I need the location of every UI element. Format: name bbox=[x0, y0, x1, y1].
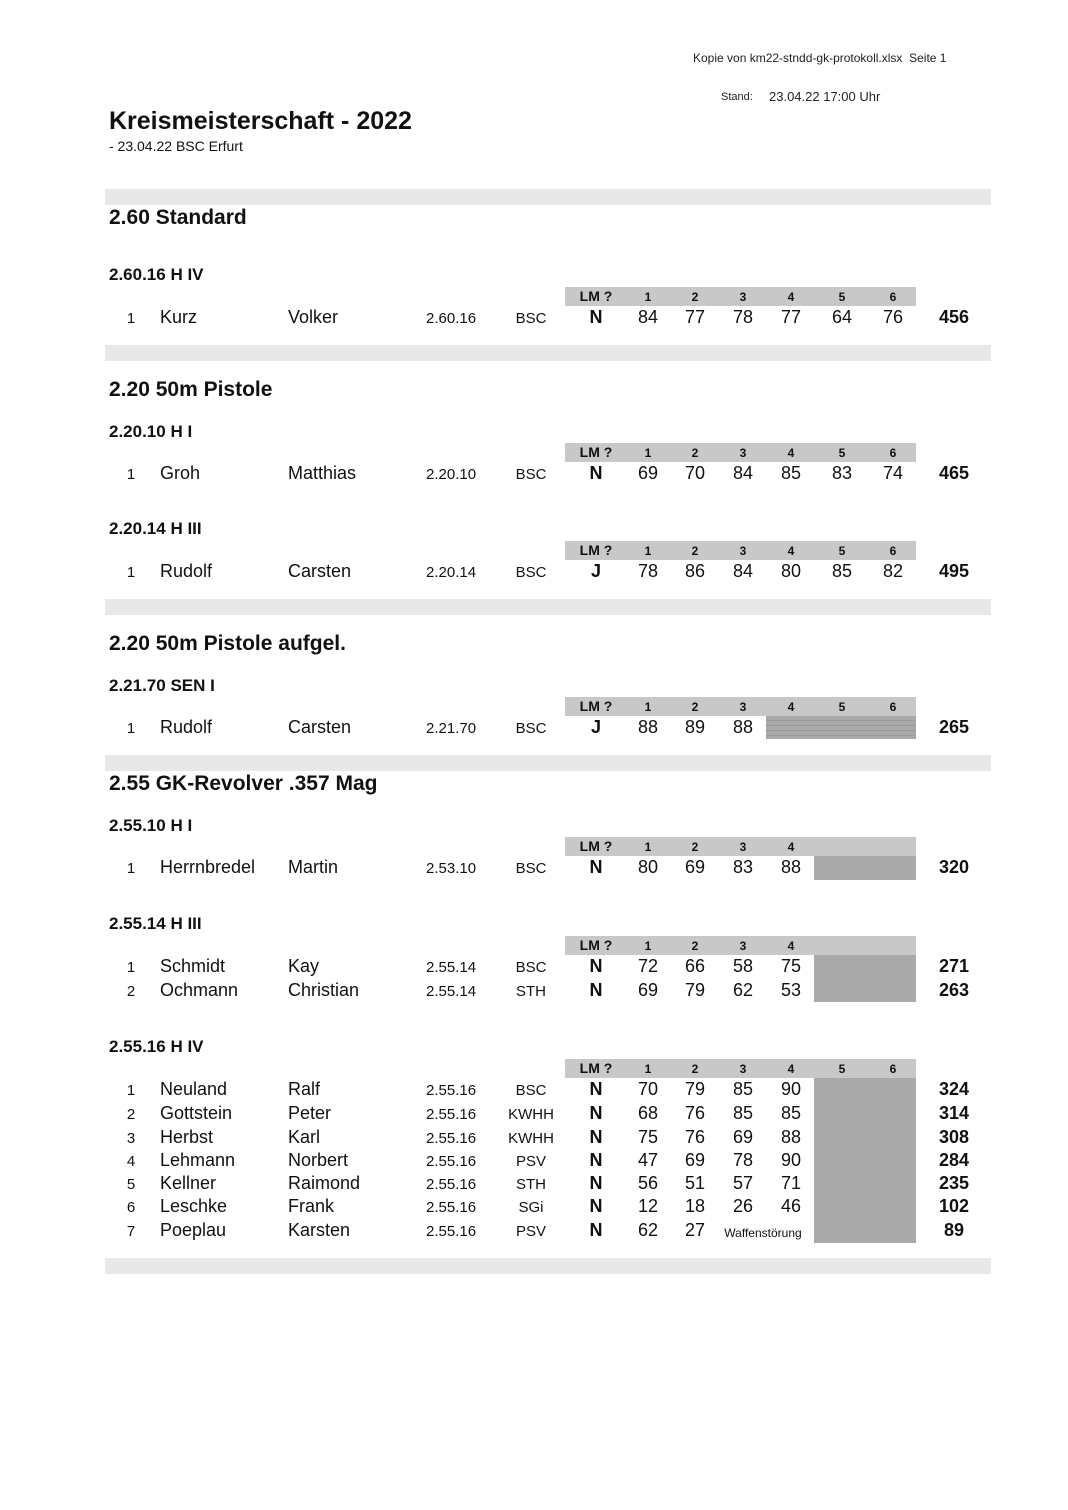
first-name-cell: Frank bbox=[288, 1196, 335, 1216]
page-number: Seite 1 bbox=[909, 51, 947, 65]
file-name bbox=[693, 51, 946, 65]
series-score-cell: 68 bbox=[637, 1103, 659, 1123]
lm-column-header: LM ? bbox=[579, 542, 613, 558]
series-score-cell: 56 bbox=[637, 1173, 659, 1193]
series-column-header: 6 bbox=[889, 1062, 897, 1076]
series-column-header: 2 bbox=[691, 446, 699, 460]
rank-cell: 1 bbox=[126, 1082, 136, 1099]
first-name-cell: Karsten bbox=[288, 1220, 351, 1240]
series-column-header: 4 bbox=[787, 290, 795, 304]
series-column-header: 6 bbox=[889, 290, 897, 304]
class-code-cell: 2.20.14 bbox=[426, 564, 477, 581]
series-score-cell: 70 bbox=[684, 463, 706, 483]
series-column-header: 1 bbox=[644, 700, 652, 714]
series-score-cell: 85 bbox=[780, 1103, 802, 1123]
last-name-cell: Herbst bbox=[160, 1127, 214, 1147]
series-score-cell: 74 bbox=[882, 463, 904, 483]
series-column-header: 5 bbox=[838, 1062, 846, 1076]
series-score-cell: 88 bbox=[637, 717, 659, 737]
rank-cell: 1 bbox=[126, 720, 136, 737]
series-column-header: 4 bbox=[787, 446, 795, 460]
series-score-cell: 83 bbox=[831, 463, 853, 483]
total-cell: 465 bbox=[938, 463, 970, 483]
first-name-cell: Kay bbox=[288, 956, 320, 976]
series-score-cell: 85 bbox=[732, 1103, 754, 1123]
series-score-cell: 84 bbox=[637, 307, 659, 327]
empty-series-block bbox=[814, 856, 916, 880]
club-cell: STH bbox=[516, 1176, 546, 1193]
series-column-header: 3 bbox=[739, 446, 747, 460]
series-score-cell: 76 bbox=[684, 1103, 706, 1123]
club-cell: BSC bbox=[515, 860, 547, 877]
lm-column-header: LM ? bbox=[579, 288, 613, 304]
lm-cell: N bbox=[589, 1127, 603, 1147]
lm-column-header: LM ? bbox=[579, 444, 613, 460]
series-score-cell: 90 bbox=[780, 1150, 802, 1170]
file-name-text: Kopie von km22-stndd-gk-protokoll.xlsx bbox=[693, 51, 903, 65]
lm-cell: N bbox=[589, 463, 603, 483]
lm-cell: N bbox=[589, 956, 603, 976]
last-name-cell: Groh bbox=[160, 463, 201, 483]
series-column-header: 6 bbox=[889, 446, 897, 460]
lm-cell: N bbox=[589, 1220, 603, 1240]
series-score-cell: 76 bbox=[882, 307, 904, 327]
total-cell: 284 bbox=[938, 1150, 970, 1170]
series-column-header: 3 bbox=[739, 700, 747, 714]
class-title: 2.55.16 H IV bbox=[109, 1037, 204, 1056]
club-cell: BSC bbox=[515, 720, 547, 737]
class-code-cell: 2.20.10 bbox=[426, 466, 477, 483]
class-title: 2.55.14 H III bbox=[109, 914, 202, 933]
class-code-cell: 2.55.16 bbox=[426, 1153, 477, 1170]
series-column-header: 6 bbox=[889, 700, 897, 714]
rank-cell: 1 bbox=[126, 310, 136, 327]
rank-cell: 1 bbox=[126, 466, 136, 483]
club-cell: KWHH bbox=[508, 1106, 554, 1123]
series-score-cell: 72 bbox=[637, 956, 659, 976]
club-cell: BSC bbox=[515, 310, 547, 327]
class-title: 2.55.10 H I bbox=[109, 816, 193, 835]
class-code-cell: 2.55.16 bbox=[426, 1106, 477, 1123]
series-score-cell: 69 bbox=[684, 857, 706, 877]
section-separator bbox=[105, 755, 991, 771]
series-score-cell: 58 bbox=[732, 956, 754, 976]
stand-label: Stand: bbox=[721, 91, 753, 103]
club-cell: PSV bbox=[515, 1153, 546, 1170]
series-column-header: 1 bbox=[644, 840, 652, 854]
series-column-header: 4 bbox=[787, 700, 795, 714]
series-score-cell: 90 bbox=[780, 1079, 802, 1099]
series-score-cell: 79 bbox=[684, 1079, 706, 1099]
class-title: 2.20.10 H I bbox=[109, 422, 193, 441]
club-cell: BSC bbox=[515, 959, 547, 976]
section-title: 2.55 GK-Revolver .357 Mag bbox=[109, 772, 378, 795]
lm-cell: J bbox=[590, 561, 601, 581]
lm-column-header: LM ? bbox=[579, 838, 613, 854]
class-code-cell: 2.55.14 bbox=[426, 959, 477, 976]
series-score-cell: 62 bbox=[637, 1220, 659, 1240]
series-score-cell: 75 bbox=[780, 956, 802, 976]
lm-cell: N bbox=[589, 307, 603, 327]
series-column-header: 2 bbox=[691, 290, 699, 304]
section-separator bbox=[105, 345, 991, 361]
total-cell: 89 bbox=[943, 1220, 965, 1240]
section-title: 2.20 50m Pistole bbox=[109, 378, 273, 401]
series-score-cell: 78 bbox=[732, 307, 754, 327]
series-column-header: 4 bbox=[787, 1062, 795, 1076]
series-column-header: 4 bbox=[787, 544, 795, 558]
club-cell: SGi bbox=[518, 1199, 544, 1216]
class-code-cell: 2.60.16 bbox=[426, 310, 477, 327]
series-score-cell: 89 bbox=[684, 717, 706, 737]
club-cell: KWHH bbox=[508, 1130, 554, 1147]
section-separator bbox=[105, 599, 991, 615]
series-score-cell: 88 bbox=[780, 857, 802, 877]
series-score-cell: 12 bbox=[637, 1196, 659, 1216]
rank-cell: 1 bbox=[126, 564, 136, 581]
series-score-cell: 77 bbox=[780, 307, 802, 327]
first-name-cell: Martin bbox=[288, 857, 339, 877]
series-score-cell: 69 bbox=[684, 1150, 706, 1170]
club-cell: STH bbox=[516, 983, 546, 1000]
total-cell: 495 bbox=[938, 561, 970, 581]
rank-cell: 5 bbox=[126, 1176, 136, 1193]
club-cell: BSC bbox=[515, 1082, 547, 1099]
total-cell: 263 bbox=[938, 980, 970, 1000]
section-title: 2.60 Standard bbox=[109, 206, 247, 229]
last-name-cell: Herrnbredel bbox=[160, 857, 256, 877]
first-name-cell: Karl bbox=[288, 1127, 321, 1147]
class-code-cell: 2.55.16 bbox=[426, 1199, 477, 1216]
first-name-cell: Peter bbox=[288, 1103, 332, 1123]
section-separator bbox=[105, 189, 991, 205]
series-score-cell: 86 bbox=[684, 561, 706, 581]
series-column-header: 6 bbox=[889, 544, 897, 558]
series-column-header: 1 bbox=[644, 446, 652, 460]
series-score-cell: 78 bbox=[732, 1150, 754, 1170]
lm-cell: N bbox=[589, 1150, 603, 1170]
series-score-cell: 82 bbox=[882, 561, 904, 581]
lm-cell: N bbox=[589, 857, 603, 877]
first-name-cell: Christian bbox=[288, 980, 360, 1000]
total-cell: 456 bbox=[938, 307, 970, 327]
series-column-header: 4 bbox=[787, 840, 795, 854]
total-cell: 308 bbox=[938, 1127, 970, 1147]
series-score-cell: 57 bbox=[732, 1173, 754, 1193]
class-code-cell: 2.55.16 bbox=[426, 1130, 477, 1147]
class-title: 2.21.70 SEN I bbox=[109, 676, 215, 695]
first-name-cell: Matthias bbox=[288, 463, 357, 483]
last-name-cell: Lehmann bbox=[160, 1150, 236, 1170]
series-column-header: 3 bbox=[739, 939, 747, 953]
class-code-cell: 2.55.16 bbox=[426, 1176, 477, 1193]
rank-cell: 6 bbox=[126, 1199, 136, 1216]
last-name-cell: Leschke bbox=[160, 1196, 228, 1216]
class-code-cell: 2.55.16 bbox=[426, 1223, 477, 1240]
last-name-cell: Kurz bbox=[160, 307, 198, 327]
last-name-cell: Rudolf bbox=[160, 561, 213, 581]
series-column-header: 1 bbox=[644, 290, 652, 304]
lm-cell: N bbox=[589, 1079, 603, 1099]
total-cell: 102 bbox=[938, 1196, 970, 1216]
series-score-cell: 66 bbox=[684, 956, 706, 976]
page-subtitle: - 23.04.22 BSC Erfurt bbox=[109, 138, 243, 154]
series-column-header: 3 bbox=[739, 1062, 747, 1076]
total-cell: 271 bbox=[938, 956, 970, 976]
series-score-cell: 84 bbox=[732, 561, 754, 581]
last-name-cell: Gottstein bbox=[160, 1103, 233, 1123]
series-column-header: 2 bbox=[691, 939, 699, 953]
last-name-cell: Rudolf bbox=[160, 717, 213, 737]
series-column-header: 2 bbox=[691, 544, 699, 558]
series-column-header: 3 bbox=[739, 544, 747, 558]
series-score-cell: 80 bbox=[637, 857, 659, 877]
series-column-header: 2 bbox=[691, 700, 699, 714]
first-name-cell: Norbert bbox=[288, 1150, 349, 1170]
first-name-cell: Ralf bbox=[288, 1079, 321, 1099]
lm-cell: N bbox=[589, 1173, 603, 1193]
first-name-cell: Carsten bbox=[288, 561, 352, 581]
series-score-cell: 78 bbox=[637, 561, 659, 581]
lm-cell: N bbox=[589, 1196, 603, 1216]
last-name-cell: Kellner bbox=[160, 1173, 217, 1193]
total-cell: 324 bbox=[938, 1079, 970, 1099]
rank-cell: 2 bbox=[126, 1106, 136, 1123]
rank-cell: 2 bbox=[126, 983, 136, 1000]
series-column-header: 1 bbox=[644, 544, 652, 558]
series-column-header: 3 bbox=[739, 840, 747, 854]
total-cell: 265 bbox=[938, 717, 970, 737]
last-name-cell: Poeplau bbox=[160, 1220, 227, 1240]
series-score-cell: 83 bbox=[732, 857, 754, 877]
series-score-cell: 85 bbox=[831, 561, 853, 581]
series-score-cell: 69 bbox=[637, 980, 659, 1000]
series-column-header: 1 bbox=[644, 939, 652, 953]
lm-column-header: LM ? bbox=[579, 698, 613, 714]
series-column-header: 5 bbox=[838, 446, 846, 460]
series-score-cell: 76 bbox=[684, 1127, 706, 1147]
rank-cell: 4 bbox=[126, 1153, 136, 1170]
series-score-cell: 26 bbox=[732, 1196, 754, 1216]
series-score-cell: 69 bbox=[732, 1127, 754, 1147]
series-column-header: 5 bbox=[838, 544, 846, 558]
series-column-header: 4 bbox=[787, 939, 795, 953]
stand-value: 23.04.22 17:00 Uhr bbox=[769, 89, 881, 104]
rank-cell: 7 bbox=[126, 1223, 136, 1240]
series-score-cell: 85 bbox=[732, 1079, 754, 1099]
series-score-cell: 62 bbox=[732, 980, 754, 1000]
total-cell: 235 bbox=[938, 1173, 970, 1193]
club-cell: PSV bbox=[515, 1223, 546, 1240]
series-score-cell: 85 bbox=[780, 463, 802, 483]
class-code-cell: 2.21.70 bbox=[426, 720, 477, 737]
rank-cell: 1 bbox=[126, 959, 136, 976]
class-code-cell: 2.55.16 bbox=[426, 1082, 477, 1099]
class-title: 2.20.14 H III bbox=[109, 519, 202, 538]
lm-column-header: LM ? bbox=[579, 937, 613, 953]
series-score-cell: 79 bbox=[684, 980, 706, 1000]
first-name-cell: Volker bbox=[288, 307, 339, 327]
series-score-cell: 71 bbox=[780, 1173, 802, 1193]
last-name-cell: Ochmann bbox=[160, 980, 239, 1000]
lm-column-header: LM ? bbox=[579, 1060, 613, 1076]
page-title: Kreismeisterschaft - 2022 bbox=[109, 107, 412, 135]
series-column-header: 2 bbox=[691, 840, 699, 854]
series-score-cell: 80 bbox=[780, 561, 802, 581]
series-score-cell: 70 bbox=[637, 1079, 659, 1099]
series-score-cell: 27 bbox=[684, 1220, 706, 1240]
class-code-cell: 2.53.10 bbox=[426, 860, 477, 877]
series-score-cell: 75 bbox=[637, 1127, 659, 1147]
series-column-header: 3 bbox=[739, 290, 747, 304]
last-name-cell: Neuland bbox=[160, 1079, 228, 1099]
lm-cell: N bbox=[589, 980, 603, 1000]
first-name-cell: Raimond bbox=[288, 1173, 361, 1193]
club-cell: BSC bbox=[515, 564, 547, 581]
total-cell: 314 bbox=[938, 1103, 970, 1123]
rank-cell: 1 bbox=[126, 860, 136, 877]
lm-cell: J bbox=[590, 717, 601, 737]
empty-series-block bbox=[766, 716, 916, 739]
series-column-header: 5 bbox=[838, 700, 846, 714]
series-score-cell: 51 bbox=[684, 1173, 706, 1193]
first-name-cell: Carsten bbox=[288, 717, 352, 737]
series-score-cell: 47 bbox=[637, 1150, 659, 1170]
section-title: 2.20 50m Pistole aufgel. bbox=[109, 632, 346, 655]
series-score-cell: 84 bbox=[732, 463, 754, 483]
series-score-cell: 88 bbox=[732, 717, 754, 737]
class-code-cell: 2.55.14 bbox=[426, 983, 477, 1000]
total-cell: 320 bbox=[938, 857, 970, 877]
series-score-cell: 77 bbox=[684, 307, 706, 327]
class-title: 2.60.16 H IV bbox=[109, 265, 204, 284]
series-score-cell: 18 bbox=[684, 1196, 706, 1216]
last-name-cell: Schmidt bbox=[160, 956, 226, 976]
lm-cell: N bbox=[589, 1103, 603, 1123]
club-cell: BSC bbox=[515, 466, 547, 483]
rank-cell: 3 bbox=[126, 1130, 136, 1147]
series-column-header: 2 bbox=[691, 1062, 699, 1076]
empty-series-block bbox=[814, 955, 916, 1002]
series-score-cell: 88 bbox=[780, 1127, 802, 1147]
series-score-cell: 46 bbox=[780, 1196, 802, 1216]
series-score-cell: 69 bbox=[637, 463, 659, 483]
series-column-header: 5 bbox=[838, 290, 846, 304]
empty-series-block bbox=[814, 1078, 916, 1243]
series-score-cell: 53 bbox=[780, 980, 802, 1000]
series-score-cell: 64 bbox=[831, 307, 853, 327]
series-column-header: 1 bbox=[644, 1062, 652, 1076]
section-separator bbox=[105, 1258, 991, 1274]
remark-cell: Waffenstörung bbox=[724, 1226, 802, 1240]
